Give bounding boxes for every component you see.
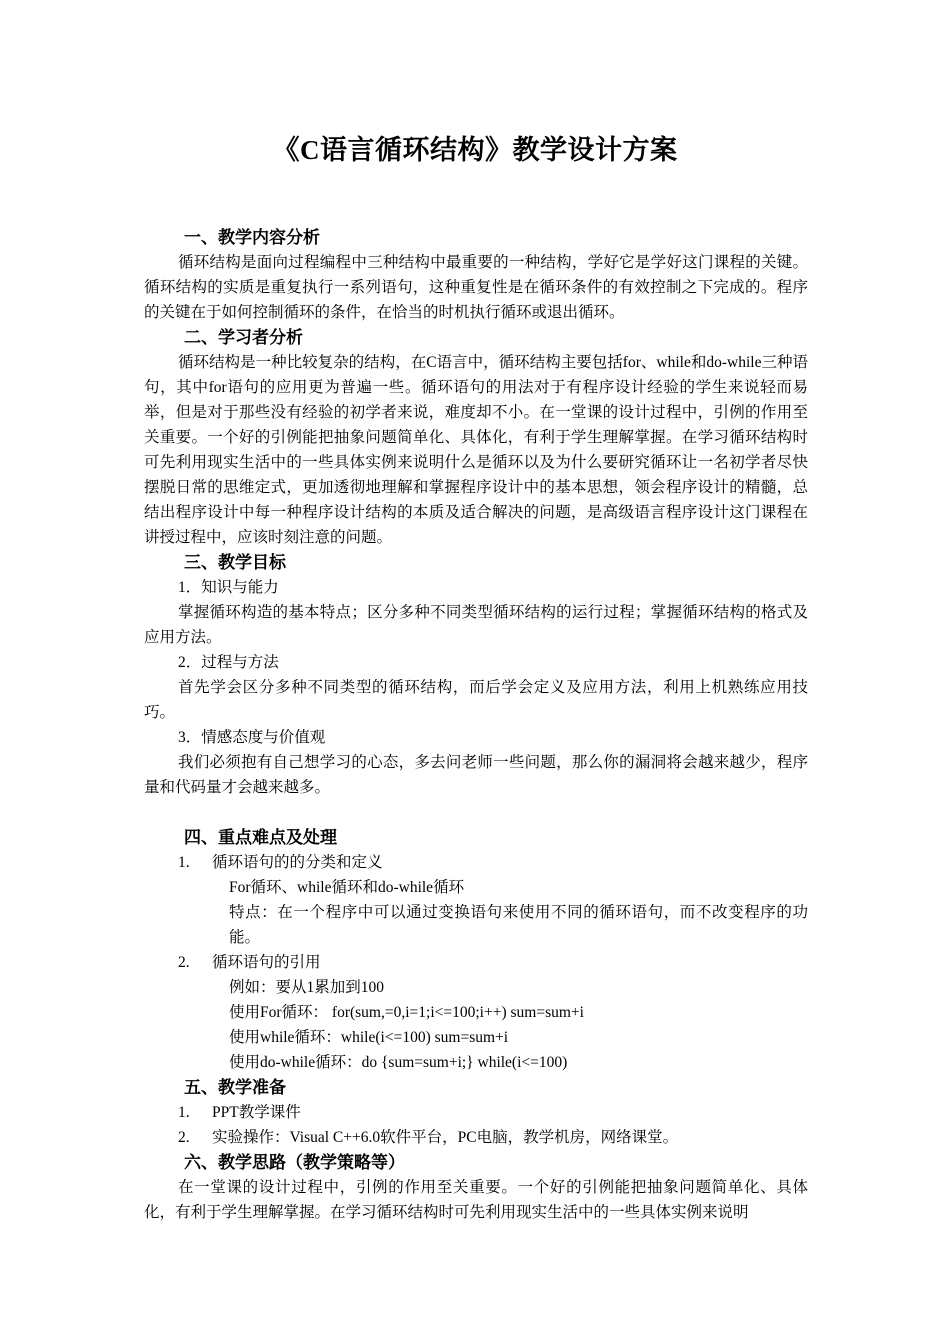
section-paragraph-content-analysis: 循环结构是面向过程编程中三种结构中最重要的一种结构，学好它是学好这门课程的关键。循环结构的实质是重复执行一系列语句，这种重复性是在循环条件的有效控制之下完成的。程序的关键在于如何控制循环的条件，在恰当的时机执行循环或退出循环。 [144,254,808,321]
list-item [144,1100,808,1125]
document-title: 《C语言循环结构》教学设计方案 [272,135,678,165]
section-heading-content-analysis: 一、教学内容分析 [184,228,320,247]
list-item-text: PPT教学课件 [212,1104,301,1121]
goal-label: 3．情感态度与价值观 [178,729,326,746]
goal-label: 1．知识与能力 [178,579,279,596]
goal-label: 2．过程与方法 [178,654,279,671]
list-detail: 例如：要从1累加到100 [229,979,385,996]
list-number: 2. [178,954,190,971]
list-detail: 使用while循环：while(i<=100) sum=sum+i [229,1029,509,1046]
list-item [144,950,808,975]
list-item-text: 实验操作：Visual C++6.0软件平台，PC电脑，教学机房，网络课堂。 [212,1129,679,1146]
list-item-text: 循环语句的引用 [212,954,321,971]
section-heading-teaching-goals: 三、教学目标 [184,553,286,572]
document-body [144,225,808,1225]
goal-text: 掌握循环构造的基本特点；区分多种不同类型循环结构的运行过程；掌握循环结构的格式及应用方法。 [144,604,808,646]
list-detail: For循环、while循环和do-while循环 [229,879,465,896]
list-number: 1. [178,854,190,871]
list-item [144,1125,808,1150]
list-detail: 特点：在一个程序中可以通过变换语句来使用不同的循环语句，而不改变程序的功能。 [229,904,808,946]
list-item-text: 循环语句的的分类和定义 [212,854,383,871]
section-heading-key-points: 四、重点难点及处理 [184,828,337,847]
list-detail: 使用do-while循环：do {sum=sum+i;} while(i<=100) [229,1054,568,1071]
goal-text: 我们必须抱有自己想学习的心态，多去问老师一些问题，那么你的漏洞将会越来越少，程序量和代码量才会越来越多。 [144,754,808,796]
blank-line [144,800,808,825]
section-paragraph-teaching-strategy: 在一堂课的设计过程中，引例的作用至关重要。一个好的引例能把抽象问题简单化、具体化，有利于学生理解掌握。在学习循环结构时可先利用现实生活中的一些具体实例来说明 [144,1179,808,1221]
section-heading-learner-analysis: 二、学习者分析 [184,328,303,347]
goal-text: 首先学会区分多种不同类型的循环结构，而后学会定义及应用方法，利用上机熟练应用技巧。 [144,679,808,721]
list-number: 2. [178,1129,190,1146]
section-paragraph-learner-analysis: 循环结构是一种比较复杂的结构，在C语言中，循环结构主要包括for、while和do-while三种语句，其中for语句的应用更为普遍一些。循环语句的用法对于有程序设计经验的学生来说轻而易举，但是对于那些没有经验的初学者来说，难度却不小。在一堂课的设计过程中，引例的作用至关重要。一个好的引例能把抽象问题简单化、具体化，有利于学生理解掌握。在学习循环结构时可先利用现实生活中的一些具体实例来说明什么是循环以及为什么要研究循环让一名初学者尽快摆脱日常的思维定式，更加透彻地理解和掌握程序设计中的基本思想，领会程序设计的精髓，总结出程序设计中每一种程序设计结构的本质及适合解决的问题，是高级语言程序设计这门课程在讲授过程中，应该时刻注意的问题。 [144,354,808,546]
section-heading-preparation: 五、教学准备 [184,1078,286,1097]
list-number: 1. [178,1104,190,1121]
list-detail: 使用For循环： for(sum,=0,i=1;i<=100;i++) sum=sum+i [229,1004,584,1021]
section-heading-teaching-strategy: 六、教学思路（教学策略等） [184,1153,405,1172]
list-item [144,850,808,875]
